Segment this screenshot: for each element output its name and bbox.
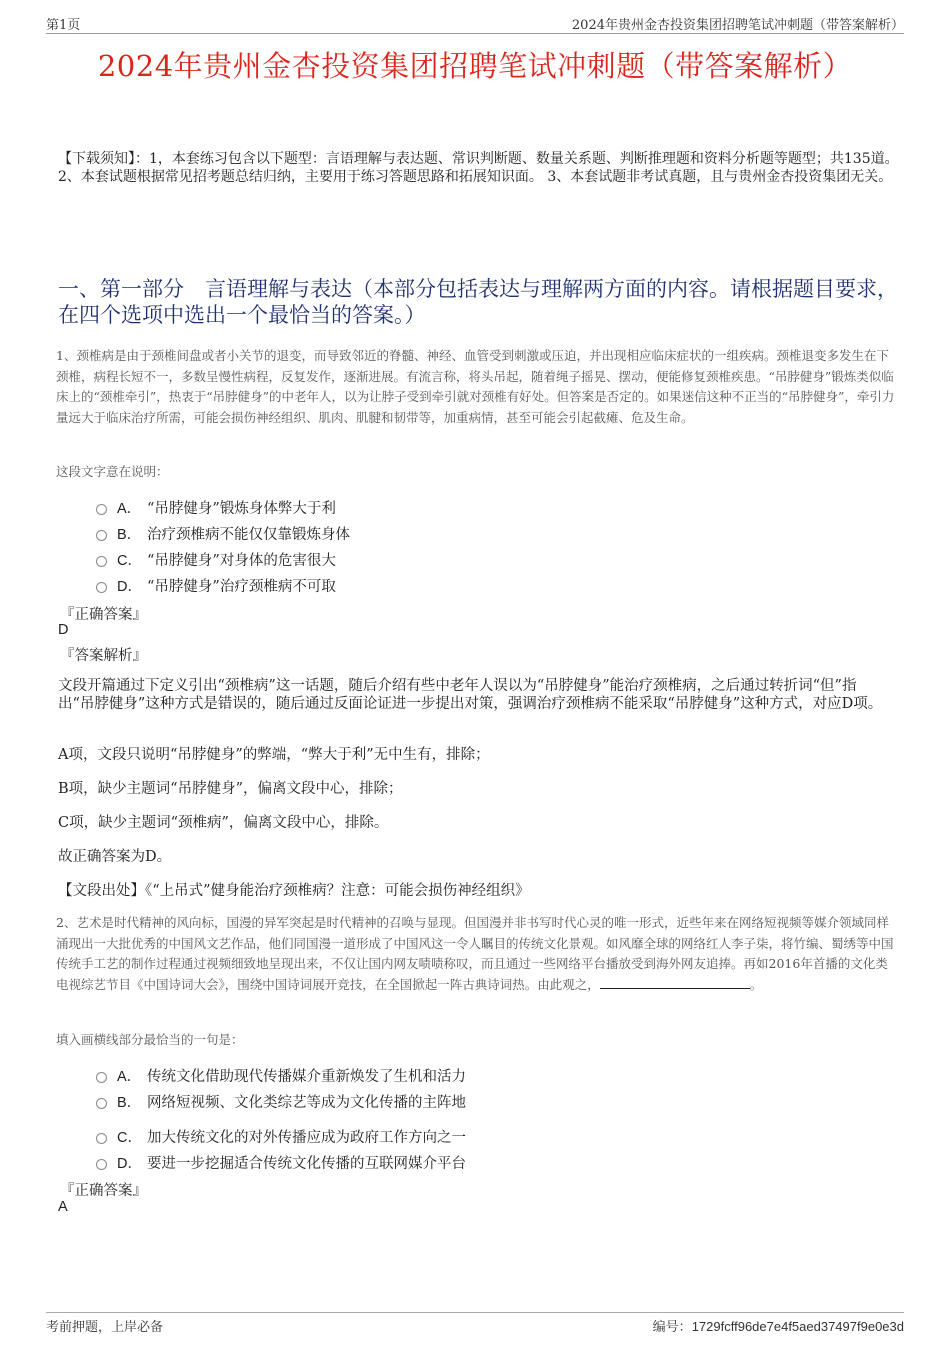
page-number: 第1页 [46,18,81,33]
option-letter: B． [117,527,142,543]
q1-analysis-b: B项，缺少主题词“吊脖健身”，偏离文段中心，排除； [58,781,403,797]
option-letter: C． [117,1130,142,1146]
option-letter: D． [117,579,142,595]
radio-icon[interactable] [96,530,107,541]
q2-option-a[interactable] [96,1065,466,1086]
footer-id-value: 1729fcff96de7e4f5aed37497f9e0e3d [691,1319,904,1334]
question-2-text [56,913,900,995]
q1-option-d[interactable] [96,575,336,596]
q2-option-c[interactable] [96,1126,466,1147]
footer-slogan: 考前押题，上岸必备 [46,1320,164,1335]
q1-option-b[interactable] [96,523,350,544]
header-divider [46,33,904,34]
radio-icon[interactable] [96,1072,107,1083]
fill-blank [600,975,750,989]
option-letter: A． [117,1069,142,1085]
option-letter: A． [117,501,142,517]
section-heading: 一、第一部分 言语理解与表达（本部分包括表达与理解两方面的内容。请根据题目要求，在四个选项中选出一个最恰当的答案。） [58,277,898,327]
q1-answer: D [58,622,69,638]
footer-id-label: 编号： [652,1320,692,1335]
radio-icon[interactable] [96,556,107,567]
q2-answer-label: 『正确答案』 [60,1183,147,1199]
q1-analysis-conclusion: 故正确答案为D。 [58,849,172,865]
question-2-body: 2、艺术是时代精神的风向标，国漫的异军突起是时代精神的召唤与显现。但国漫并非书写时代心灵的唯一形式，近些年来在网络短视频等媒介领域同样涌现出一大批优秀的中国风文艺作品，他们同国漫一道形成了中国风这一令人瞩目的传统文化景观。如风靡全球的网络红人李子柒，将竹编、蜀绣等中国传统手工艺的制作过程通过视频细致地呈现出来，不仅让国内网友啧啧称叹，而且通过一些网络平台播放受到海外网友追捧。再如2016年首播的文化类电视综艺节目《中国诗词大会》，围绕中国诗词展开竞技，在全国掀起一阵古典诗词热。由此观之， [56,915,894,992]
question-2-end: 。 [749,976,763,992]
option-letter: D． [117,1156,142,1172]
radio-icon[interactable] [96,1159,107,1170]
running-title: 2024年贵州金杏投资集团招聘笔试冲刺题（带答案解析） [571,18,904,33]
document-title: 2024年贵州金杏投资集团招聘笔试冲刺题（带答案解析） [97,49,853,83]
radio-icon[interactable] [96,1098,107,1109]
option-text: “吊脖健身”治疗颈椎病不可取 [147,579,336,595]
radio-icon[interactable] [96,582,107,593]
q1-answer-label: 『正确答案』 [60,607,147,623]
q1-analysis-c: C项，缺少主题词“颈椎病”，偏离文段中心，排除。 [58,815,389,831]
q2-option-b[interactable] [96,1091,466,1112]
footer-id [653,1316,904,1335]
question-2-prompt: 填入画横线部分最恰当的一句是： [56,1032,244,1047]
option-letter: C． [117,553,142,569]
question-1-prompt: 这段文字意在说明： [56,464,169,479]
option-text: “吊脖健身”对身体的危害很大 [147,553,336,569]
download-notice: 【下载须知】：1，本套练习包含以下题型：言语理解与表达题、常识判断题、数量关系题、判断推理题和资料分析题等题型；共135道。 2、本套试题根据常见招考题总结归纳，主要用于练习答题思路和拓展知识面。 3、本套试题非考试真题，且与贵州金杏投资集团无关。 [58,151,899,185]
q2-answer: A [58,1199,68,1215]
radio-icon[interactable] [96,504,107,515]
q1-analysis-a: A项，文段只说明“吊脖健身”的弊端，“弊大于利”无中生有，排除； [58,747,490,763]
option-text: 加大传统文化的对外传播应成为政府工作方向之一 [147,1130,466,1146]
option-text: 治疗颈椎病不能仅仅靠锻炼身体 [147,527,350,543]
option-letter: B． [117,1095,142,1111]
q1-analysis-main: 文段开篇通过下定义引出“颈椎病”这一话题，随后介绍有些中老年人误以为“吊脖健身”能治疗颈椎病，之后通过转折词“但”指出“吊脖健身”这种方式是错误的，随后通过反面论证进一步提出对策，强调治疗颈椎病不能采取“吊脖健身”这种方式，对应D项。 [58,678,883,712]
q1-analysis-label: 『答案解析』 [60,648,147,664]
option-text: 传统文化借助现代传播媒介重新焕发了生机和活力 [147,1069,466,1085]
option-text: 要进一步挖掘适合传统文化传播的互联网媒介平台 [147,1156,466,1172]
footer-divider [46,1312,904,1313]
question-1-text: 1、颈椎病是由于颈椎间盘或者小关节的退变，而导致邻近的脊髓、神经、血管受到刺激或压迫，并出现相应临床症状的一组疾病。颈椎退变多发生在下颈椎，病程长短不一，多数呈慢性病程，反复发作，逐渐进展。有流言称，将头吊起，随着绳子摇晃、摆动，便能修复颈椎疾患。“吊脖健身”锻炼类似临床上的“颈椎牵引”，热衷于“吊脖健身”的中老年人，以为让脖子受到牵引就对颈椎有好处。但答案是否定的。如果迷信这种不正当的“吊脖健身”，牵引力量远大于临床治疗所需，可能会损伤神经组织、肌肉、肌腱和韧带等，加重病情，甚至可能会引起截瘫、危及生命。 [56,348,895,425]
option-text: “吊脖健身”锻炼身体弊大于利 [147,501,336,517]
q2-option-d[interactable] [96,1152,466,1173]
q1-option-a[interactable] [96,497,336,518]
q1-source: 【文段出处】《“上吊式”健身能治疗颈椎病？注意：可能会损伤神经组织》 [58,883,530,899]
q1-option-c[interactable] [96,549,336,570]
radio-icon[interactable] [96,1133,107,1144]
option-text: 网络短视频、文化类综艺等成为文化传播的主阵地 [147,1095,466,1111]
